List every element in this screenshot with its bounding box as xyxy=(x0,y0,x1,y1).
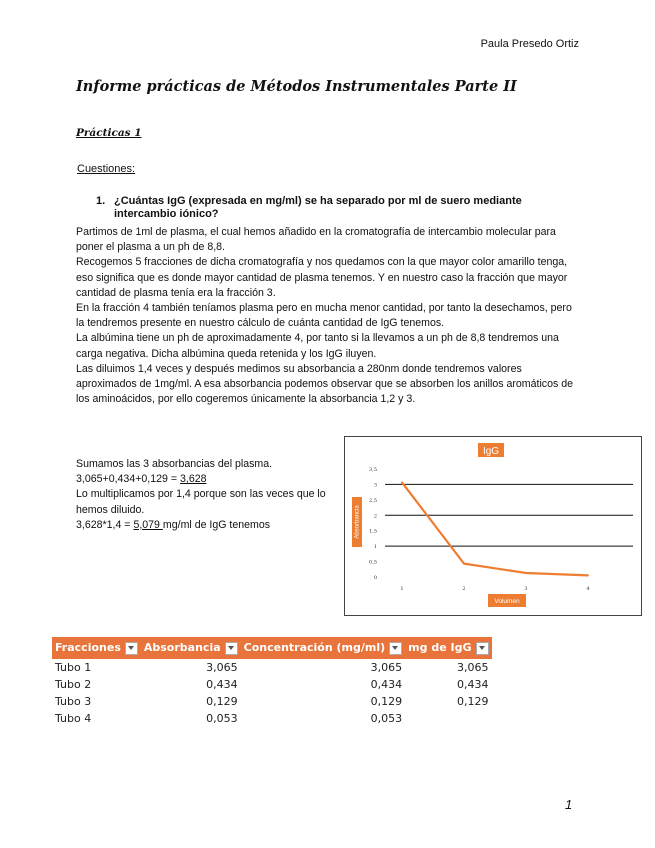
question-text: ¿Cuántas IgG (expresada en mg/ml) se ha separado por ml de suero mediante intercambio iónico? xyxy=(114,195,522,220)
calc-product-expression: 3,628*1,4 = xyxy=(76,518,134,531)
igg-chart xyxy=(344,436,642,616)
filter-dropdown-icon[interactable] xyxy=(225,642,238,655)
cell-absorbancia: 3,065 xyxy=(206,661,238,674)
data-point xyxy=(525,572,527,574)
results-table xyxy=(52,637,492,727)
cell-absorbancia: 0,434 xyxy=(206,678,238,691)
calc-line-3: Lo multiplicamos por 1,4 porque son las veces que lo hemos diluido. xyxy=(76,488,326,516)
paragraph: En la fracción 4 también teníamos plasma pero en mucha menor cantidad, por tanto la desechamos, pero la tendremos presente en nuestro cálculo de cuánta cantidad de IgG tenemos. xyxy=(76,302,572,330)
series-line xyxy=(402,482,588,575)
cell-mg-igg: 3,065 xyxy=(457,661,489,674)
calc-line-2 xyxy=(76,472,336,487)
x-tick-label: 1 xyxy=(400,586,404,592)
cell-fraccion: Tubo 3 xyxy=(55,695,92,708)
paragraph: Las diluimos 1,4 veces y después medimos su absorbancia a 280nm donde tendremos valores aproximados de 1mg/ml. A esa absorbancia podemos observar que se absorben los anillos aromáticos de los aminoácidos, por ello cogeremos únicamente la absorbancia 1,2 y 3. xyxy=(76,362,574,406)
data-point xyxy=(401,481,403,483)
calculation-block xyxy=(76,457,336,533)
filter-dropdown-icon[interactable] xyxy=(389,642,402,655)
y-tick-label: 3 xyxy=(373,482,377,489)
y-tick-label: 1,5 xyxy=(369,528,377,535)
y-tick-label: 0,5 xyxy=(369,559,377,566)
author-name: Paula Presedo Ortiz xyxy=(480,38,579,50)
answer-body xyxy=(76,225,576,407)
cell-concentracion: 0,053 xyxy=(370,712,403,725)
table-row xyxy=(52,676,492,693)
section-heading: Prácticas 1 xyxy=(76,127,142,139)
cell-fraccion: Tubo 1 xyxy=(55,661,92,674)
chart-canvas xyxy=(345,437,641,615)
paragraph: Partimos de 1ml de plasma, el cual hemos añadido en la cromatografía de intercambio molecular para poner el plasma a un ph de 8,8. xyxy=(76,226,556,254)
filter-dropdown-icon[interactable] xyxy=(476,642,489,655)
table-row xyxy=(52,659,492,676)
page-number: 1 xyxy=(565,797,573,812)
calc-line-1: Sumamos las 3 absorbancias del plasma. xyxy=(76,458,273,470)
document-title: Informe prácticas de Métodos Instrumentales Parte II xyxy=(76,78,517,95)
table-header-row xyxy=(52,637,492,659)
column-header-concentracion[interactable]: Concentración (mg/ml) xyxy=(241,637,406,659)
y-tick-label: 2,5 xyxy=(369,497,377,504)
filter-dropdown-icon[interactable] xyxy=(125,642,138,655)
column-header-mg-igg[interactable]: mg de IgG xyxy=(405,637,491,659)
column-header-absorbancia[interactable]: Absorbancia xyxy=(141,637,241,659)
chart-title: IgG xyxy=(482,446,500,457)
question-number: 1. xyxy=(96,195,106,207)
cell-concentracion: 3,065 xyxy=(370,661,403,674)
cell-absorbancia: 0,053 xyxy=(206,712,238,725)
cell-fraccion: Tubo 4 xyxy=(55,712,92,725)
y-tick-label: 3,5 xyxy=(369,467,377,473)
y-tick-label: 2 xyxy=(373,513,377,520)
calc-line-4 xyxy=(76,518,336,533)
paragraph: Recogemos 5 fracciones de dicha cromatografía y nos quedamos con la que mayor color amarillo tenga, eso significa que es donde mayor cantidad de plasma tenemos. Y en nuestro caso la fracción que mayor cantidad de plasma tenía era la fracción 3. xyxy=(76,256,568,299)
y-axis-label: Absorbancia xyxy=(354,505,361,539)
cell-concentracion: 0,129 xyxy=(370,695,403,708)
data-point xyxy=(587,574,589,576)
data-point xyxy=(463,563,465,565)
column-header-fracciones[interactable]: Fracciones xyxy=(52,637,141,659)
x-axis-label: Volumen xyxy=(494,598,520,605)
cell-mg-igg: 0,434 xyxy=(457,678,489,691)
x-tick-label: 2 xyxy=(462,586,466,592)
calc-units: mg/ml de IgG tenemos xyxy=(162,518,271,531)
y-tick-label: 0 xyxy=(373,575,377,581)
cell-mg-igg: 0,129 xyxy=(457,695,489,708)
cell-fraccion: Tubo 2 xyxy=(55,678,92,691)
calc-product-result: 5,079 xyxy=(133,518,163,531)
cell-mg-igg xyxy=(405,710,491,727)
x-tick-label: 4 xyxy=(586,586,590,592)
paragraph: La albúmina tiene un ph de aproximadamente 4, por tanto si la llevamos a un ph de 8,8 tendremos una carga negativa. Dicha albúmina queda retenida y los IgG iluyen. xyxy=(76,332,559,360)
x-tick-label: 3 xyxy=(524,586,528,592)
subsection-heading: Cuestiones: xyxy=(77,163,136,175)
table-row xyxy=(52,710,492,727)
cell-concentracion: 0,434 xyxy=(370,678,403,691)
cell-absorbancia: 0,129 xyxy=(206,695,238,708)
y-tick-label: 1 xyxy=(373,544,377,551)
calc-sum-expression: 3,065+0,434+0,129 = xyxy=(76,473,180,486)
calc-sum-result: 3,628 xyxy=(179,473,207,486)
table-row xyxy=(52,693,492,710)
